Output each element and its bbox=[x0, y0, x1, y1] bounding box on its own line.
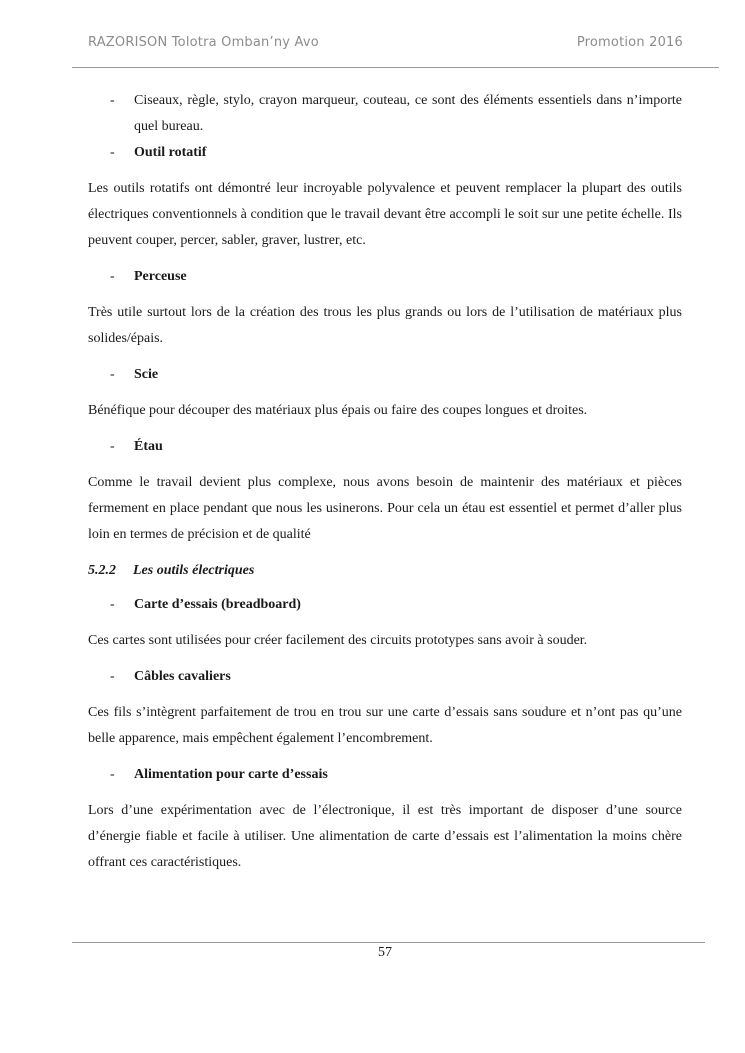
section-title: Les outils électriques bbox=[133, 563, 255, 578]
item-title: Carte d’essais (breadboard) bbox=[134, 597, 301, 612]
header-promotion: Promotion 2016 bbox=[576, 35, 683, 50]
bullet-dash: - bbox=[110, 367, 115, 382]
bullet-dash: - bbox=[110, 439, 115, 454]
bullet-dash: - bbox=[110, 767, 115, 782]
item-title: Étau bbox=[134, 439, 163, 454]
list-item-heading bbox=[88, 434, 682, 460]
section-heading bbox=[88, 558, 682, 584]
list-item-text: Ciseaux, règle, stylo, crayon marqueur, couteau, ce sont des éléments essentiels dans n’importe quel bureau. bbox=[134, 93, 682, 134]
bullet-dash: - bbox=[110, 669, 115, 684]
list-item-heading bbox=[88, 592, 682, 618]
item-title: Câbles cavaliers bbox=[134, 669, 231, 684]
page-number: 57 bbox=[378, 945, 392, 960]
item-title: Scie bbox=[134, 367, 159, 382]
bullet-dash: - bbox=[110, 145, 115, 160]
bullet-dash: - bbox=[110, 269, 115, 284]
bullet-dash: - bbox=[110, 597, 115, 612]
paragraph: Comme le travail devient plus complexe, nous avons besoin de maintenir des matériaux et pièces fermement en place pendant que nous les usinerons. Pour cela un étau est essentiel et permet d’aller plus loin en termes de précision et de qualité bbox=[88, 475, 682, 542]
item-title: Perceuse bbox=[134, 269, 187, 284]
list-item-heading bbox=[88, 264, 682, 290]
list-item-heading bbox=[88, 762, 682, 788]
list-item-heading bbox=[88, 362, 682, 388]
section-number: 5.2.2 bbox=[88, 563, 116, 578]
page-content bbox=[88, 88, 682, 876]
paragraph: Ces fils s’intègrent parfaitement de trou en trou sur une carte d’essais sans soudure et n’ont pas qu’une belle apparence, mais empêchent également l’encombrement. bbox=[88, 705, 682, 746]
paragraph: Ces cartes sont utilisées pour créer facilement des circuits prototypes sans avoir à souder. bbox=[88, 633, 588, 648]
paragraph: Très utile surtout lors de la création des trous les plus grands ou lors de l’utilisation de matériaux plus solides/épais. bbox=[88, 305, 682, 346]
list-item-heading bbox=[88, 140, 682, 166]
paragraph: Les outils rotatifs ont démontré leur incroyable polyvalence et peuvent remplacer la plupart des outils électriques conventionnels à condition que le travail devant être accompli le soit sur une petite échelle. Ils peuvent couper, percer, sabler, graver, lustrer, etc. bbox=[88, 181, 682, 248]
header-author: RAZORISON Tolotra Omban’ny Avo bbox=[88, 35, 319, 50]
bullet-dash: - bbox=[110, 93, 115, 108]
item-title: Alimentation pour carte d’essais bbox=[134, 767, 328, 782]
list-item bbox=[88, 88, 682, 140]
footer-rule bbox=[72, 942, 705, 943]
list-item-heading bbox=[88, 664, 682, 690]
paragraph: Bénéfique pour découper des matériaux plus épais ou faire des coupes longues et droites. bbox=[88, 403, 588, 418]
item-title: Outil rotatif bbox=[134, 145, 207, 160]
paragraph: Lors d’une expérimentation avec de l’électronique, il est très important de disposer d’une source d’énergie fiable et facile à utiliser. Une alimentation de carte d’essais est l’alimentation la moins chère offrant ces caractéristiques. bbox=[88, 803, 682, 870]
header-rule bbox=[72, 67, 719, 68]
